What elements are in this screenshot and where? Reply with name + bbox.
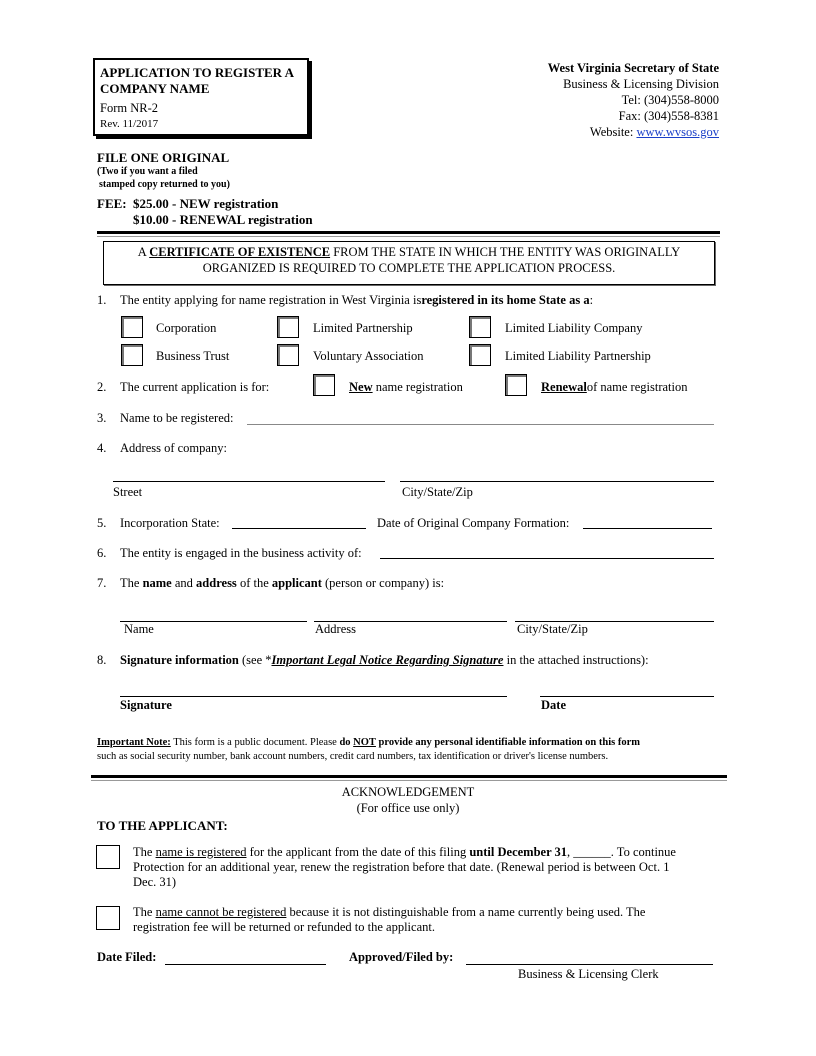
q4-text: Address of company: xyxy=(120,441,227,455)
incorporation-state-field[interactable] xyxy=(232,528,366,529)
checkbox-corporation[interactable] xyxy=(121,316,143,338)
important-note xyxy=(97,736,727,764)
date-filed-field[interactable] xyxy=(165,964,326,965)
label-llp: Limited Liability Partnership xyxy=(505,349,651,363)
important-note-line2: such as social security number, bank account numbers, credit card numbers, tax identification or driver's license numbers. xyxy=(97,751,609,762)
checkbox-name-registered[interactable] xyxy=(96,845,120,869)
checkbox-llc[interactable] xyxy=(469,316,491,338)
title-box xyxy=(93,58,309,136)
header-rule xyxy=(97,231,720,234)
office-website xyxy=(548,124,719,140)
ack-subtitle: (For office use only) xyxy=(356,801,460,815)
q6-number: 6. xyxy=(97,546,107,560)
city-state-zip-label: City/State/Zip xyxy=(402,485,473,499)
office-fax: Fax: (304)558-8381 xyxy=(618,109,719,123)
office-info xyxy=(548,60,719,140)
to-applicant-heading: TO THE APPLICANT: xyxy=(97,818,228,833)
q7-text: The name and address of the applicant (person or company) is: xyxy=(120,576,445,590)
street-label: Street xyxy=(113,485,143,499)
office-name: West Virginia Secretary of State xyxy=(547,61,719,75)
checkbox-business-trust[interactable] xyxy=(121,344,143,366)
form-number: Form NR-2 xyxy=(100,101,158,115)
ack-p2-line1: The name cannot be registered because it is not distinguishable from a name currently being used. The xyxy=(133,905,646,919)
date-filed-label: Date Filed: xyxy=(97,950,157,964)
legal-notice-link[interactable]: Important Legal Notice Regarding Signature xyxy=(271,653,504,667)
q1-number: 1. xyxy=(97,293,107,307)
checkbox-new-registration[interactable] xyxy=(313,374,335,396)
website-link[interactable]: www.wvsos.gov xyxy=(636,125,719,139)
q5-text: Incorporation State: xyxy=(120,516,220,530)
ack-p1-line2: Protection for an additional year, renew the registration before that date. (Renewal period is between Oct. 1 xyxy=(133,860,670,874)
q3-text: Name to be registered: xyxy=(120,411,234,425)
website-label: Website: xyxy=(589,125,634,139)
signature-label: Signature xyxy=(120,698,172,712)
fee-new: $25.00 - NEW registration xyxy=(133,196,279,211)
q4-number: 4. xyxy=(97,441,107,455)
q8-text: Signature information (see *Important Legal Notice Regarding Signature in the attached instructions): xyxy=(120,653,649,667)
applicant-address-label: Address xyxy=(315,622,356,636)
checkbox-limited-partnership[interactable] xyxy=(277,316,299,338)
q7-number: 7. xyxy=(97,576,107,590)
important-note-line1: Important Note: This form is a public document. Please do NOT provide any personal identifiable information on this form xyxy=(97,737,640,748)
street-field[interactable] xyxy=(113,481,385,482)
file-note-line1: (Two if you want a filed xyxy=(97,166,198,177)
ack-p1-line3: Dec. 31) xyxy=(133,875,177,889)
q3-number: 3. xyxy=(97,411,107,425)
formation-date-field[interactable] xyxy=(583,528,712,529)
office-tel: Tel: (304)558-8000 xyxy=(621,93,719,107)
checkbox-llp[interactable] xyxy=(469,344,491,366)
form-revision: Rev. 11/2017 xyxy=(100,118,159,130)
office-division: Business & Licensing Division xyxy=(563,77,719,91)
formation-date-text: Date of Original Company Formation: xyxy=(377,516,570,530)
q6-text: The entity is engaged in the business activity of: xyxy=(120,546,362,560)
label-new-registration: New name registration xyxy=(349,380,463,394)
clerk-label: Business & Licensing Clerk xyxy=(518,967,659,981)
fee-renewal: $10.00 - RENEWAL registration xyxy=(133,212,313,227)
q8-number: 8. xyxy=(97,653,107,667)
certificate-box xyxy=(103,241,715,285)
file-one-original: FILE ONE ORIGINAL xyxy=(97,150,230,165)
signature-date-label: Date xyxy=(541,698,566,712)
approved-filed-label: Approved/Filed by: xyxy=(349,950,454,964)
label-limited-partnership: Limited Partnership xyxy=(313,321,413,335)
certificate-line2: ORGANIZED IS REQUIRED TO COMPLETE THE APPLICATION PROCESS. xyxy=(202,261,616,275)
name-to-register-field[interactable] xyxy=(247,424,714,425)
ack-rule-top xyxy=(91,775,727,778)
ack-p1-line1: The name is registered for the applicant from the date of this filing until December 31, ______. To continue xyxy=(133,845,676,859)
approved-filed-field[interactable] xyxy=(466,964,713,965)
signature-field[interactable] xyxy=(120,696,507,697)
ack-paragraph-not-registered xyxy=(133,905,723,935)
business-activity-field[interactable] xyxy=(380,558,714,559)
city-state-zip-field[interactable] xyxy=(400,481,714,482)
file-note-line2: stamped copy returned to you) xyxy=(99,179,230,190)
header-rule-thin xyxy=(97,236,720,237)
form-title-line1: APPLICATION TO REGISTER A xyxy=(100,65,294,80)
ack-p2-line2: registration fee will be returned or refunded to the applicant. xyxy=(133,920,435,934)
checkbox-voluntary-association[interactable] xyxy=(277,344,299,366)
label-voluntary-association: Voluntary Association xyxy=(313,349,424,363)
certificate-term: CERTIFICATE OF EXISTENCE xyxy=(149,245,331,259)
checkbox-name-not-registered[interactable] xyxy=(96,906,120,930)
q1-bold: registered in its home State as a xyxy=(421,293,590,307)
q2-text: The current application is for: xyxy=(120,380,270,394)
form-title-line2: COMPANY NAME xyxy=(100,81,210,96)
label-renewal-registration: Renewalof name registration xyxy=(541,380,688,394)
ack-paragraph-registered xyxy=(133,845,723,890)
signature-date-field[interactable] xyxy=(540,696,714,697)
checkbox-renewal-registration[interactable] xyxy=(505,374,527,396)
ack-rule-bottom xyxy=(91,780,727,781)
q5-number: 5. xyxy=(97,516,107,530)
applicant-name-label: Name xyxy=(124,622,154,636)
fee-label: FEE: xyxy=(97,196,127,211)
applicant-city-label: City/State/Zip xyxy=(517,622,588,636)
label-corporation: Corporation xyxy=(156,321,217,335)
q2-number: 2. xyxy=(97,380,107,394)
q1-text: The entity applying for name registration in West Virginia isregistered in its home State as a: xyxy=(120,293,594,307)
label-llc: Limited Liability Company xyxy=(505,321,643,335)
certificate-line1: A CERTIFICATE OF EXISTENCE FROM THE STATE IN WHICH THE ENTITY WAS ORIGINALLY xyxy=(137,245,681,259)
label-business-trust: Business Trust xyxy=(156,349,230,363)
ack-title: ACKNOWLEDGEMENT xyxy=(341,785,475,799)
